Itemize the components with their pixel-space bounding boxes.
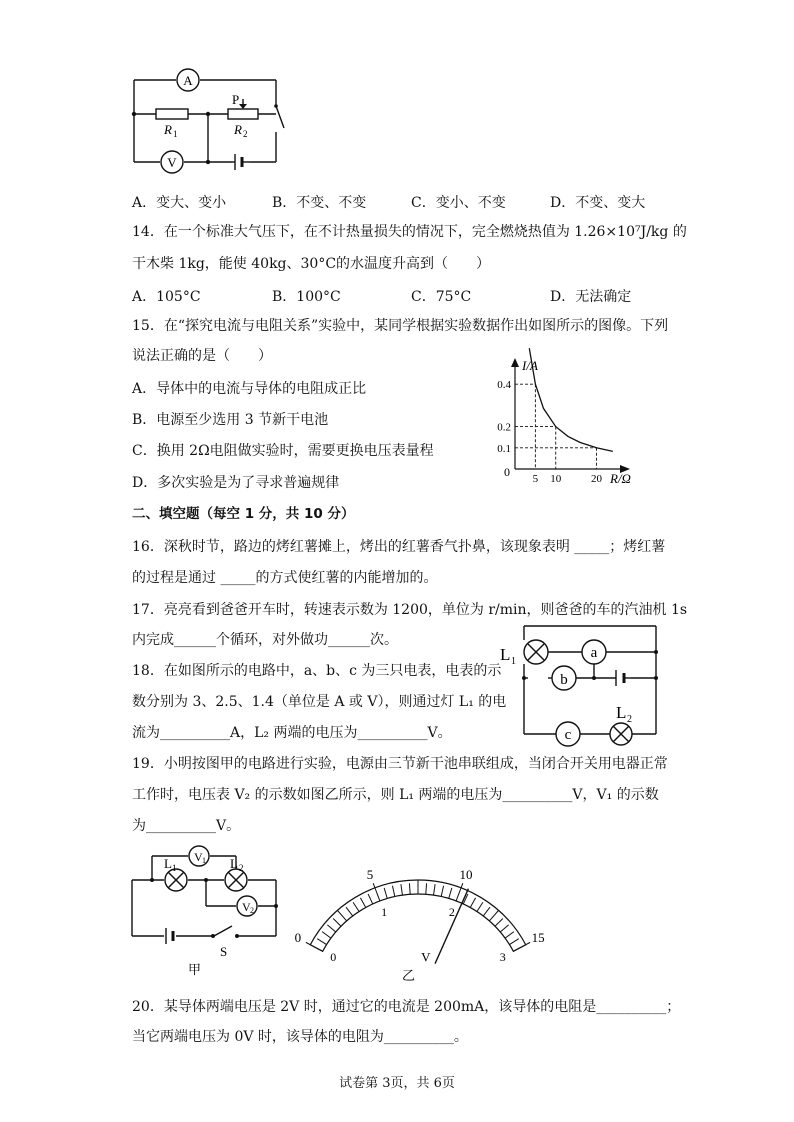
q13-option-c: C．变小、不变 [411,195,506,211]
q16-text-line1: 16．深秋时节，路边的烤红薯摊上，烤出的红薯香气扑鼻，该现象表明 _____；烤红薯 [132,539,666,555]
svg-text:1: 1 [172,863,177,873]
q15-option-b: B．电源至少选用 3 节新干电池 [132,412,329,428]
q15-option-a: A．导体中的电流与导体的电阻成正比 [132,381,367,397]
y-tick-label: 0.4 [497,379,511,392]
switch-label: S [220,944,228,959]
voltmeter-dial [294,852,545,983]
q18-text-line2: 数分别为 3、2.5、1.4（单位是 A 或 V），则通过灯 L₁ 的电 [132,694,507,710]
svg-text:1: 1 [202,856,206,865]
pointer-label: V [421,949,431,965]
q18-circuit-diagram [498,618,664,752]
svg-text:1: 1 [173,129,178,139]
q19-text-line2: 工作时，电压表 V₂ 的示数如图乙所示，则 L₁ 两端的电压为__________V，V₁ 的示数 [132,787,659,803]
q15-option-d: D．多次实验是为了寻求普遍规律 [132,475,340,491]
q17-text-line1: 17．亮亮看到爸爸开车时，转速表示数为 1200，单位为 r/min，则爸爸的车的汽油机 1s [132,602,688,618]
svg-text:2: 2 [239,863,244,873]
q18-text-line3: 流为__________A，L₂ 两端的电压为__________V。 [132,725,452,741]
q13-option-d: D．不变、变大 [550,195,646,211]
svg-text:2: 2 [627,714,632,725]
lower-scale-label: 2 [448,905,455,920]
q15-option-c: C．换用 2Ω电阻做实验时，需要更换电压表量程 [132,443,434,459]
q15-text-line1: 15．在“探究电流与电阻关系”实验中，某同学根据实验数据作出如图所示的图像。下列 [132,318,669,334]
q14-text-line1: 14．在一个标准大气压下，在不计热量损失的情况下，完全燃烧热值为 1.26×10⁷J/kg 的 [132,224,687,240]
upper-scale-label: 10 [459,866,473,882]
svg-text:V: V [194,850,203,864]
x-tick-label: 20 [590,473,602,485]
lower-scale-label: 1 [381,905,388,920]
q17-text-line2: 内完成______个循环，对外做功______次。 [132,632,398,648]
svg-text:R: R [164,122,172,137]
svg-text:2: 2 [243,129,248,139]
svg-text:a: a [590,645,598,661]
lower-scale-label: 0 [330,949,337,964]
svg-text:c: c [564,727,572,743]
rheostat-r2 [228,109,258,119]
q19-text-line1: 19．小明按图甲的电路进行实验，电源由三节新干池串联组成，当闭合开关用电器正常 [132,756,668,772]
svg-text:L: L [164,856,172,871]
section-title: 二、填空题（每空 1 分，共 10 分） [132,506,355,522]
q18-text-line1: 18．在如图所示的电路中，a、b、c 为三只电表，电表的示 [132,663,502,679]
svg-text:b: b [560,672,568,688]
ammeter-label: A [183,73,193,88]
q13-option-b: B．不变、不变 [272,195,367,211]
svg-text:V: V [167,155,177,170]
upper-scale-label: 0 [294,930,302,946]
y-tick-label: 0.2 [497,421,511,434]
svg-text:L: L [500,645,511,664]
x-axis-label: R/Ω [610,471,631,486]
q13-option-a: A．变大、变小 [132,195,227,211]
q16-text-line2: 的过程是通过 _____的方式使红薯的内能增加的。 [132,570,438,586]
current-resistance-chart [470,355,640,485]
svg-text:V: V [242,900,251,914]
y-axis-label: I/A [522,358,538,373]
q19-text-line3: 为__________V。 [132,818,241,834]
svg-text:1: 1 [511,656,516,667]
q13-circuit-diagram [128,66,298,170]
q14-option-d: D．无法确定 [550,289,632,305]
q14-option-c: C．75°C [411,289,472,305]
current-curve [529,348,613,451]
q15-text-line2: 说法正确的是（ ） [132,348,272,364]
page-footer: 试卷第 3页，共 6页 [339,1076,455,1091]
svg-text:P: P [232,92,240,107]
lamp-l1 [524,640,548,664]
x-tick-label: 5 [532,473,539,485]
x-tick-label: 10 [550,473,562,485]
svg-text:L: L [616,703,627,722]
lower-scale-label: 3 [499,949,506,964]
upper-scale-label: 15 [531,930,545,946]
q14-option-a: A．105°C [132,289,201,305]
q20-text-line2: 当它两端电压为 0V 时，该导体的电阻为__________。 [132,1029,468,1045]
lamp-l2 [610,723,632,745]
q14-option-b: B．100°C [272,289,341,305]
figure-yi-caption: 乙 [402,968,416,983]
upper-scale-label: 5 [366,866,374,882]
lamp-l2 [225,869,247,891]
svg-text:R: R [234,122,242,137]
y-tick-label: 0.1 [497,442,511,455]
svg-text:L: L [230,856,238,871]
origin-label: 0 [504,465,510,479]
q19-circuit-diagram [126,846,286,982]
q20-text-line1: 20．某导体两端电压是 2V 时，通过它的电流是 200mA，该导体的电阻是__________； [132,999,681,1015]
resistor-r1 [156,109,188,119]
svg-text:2: 2 [250,906,254,915]
figure-jia-caption: 甲 [188,962,202,977]
q14-text-line2: 干木柴 1kg，能使 40kg、30°C的水温度升高到（ ） [132,256,491,272]
